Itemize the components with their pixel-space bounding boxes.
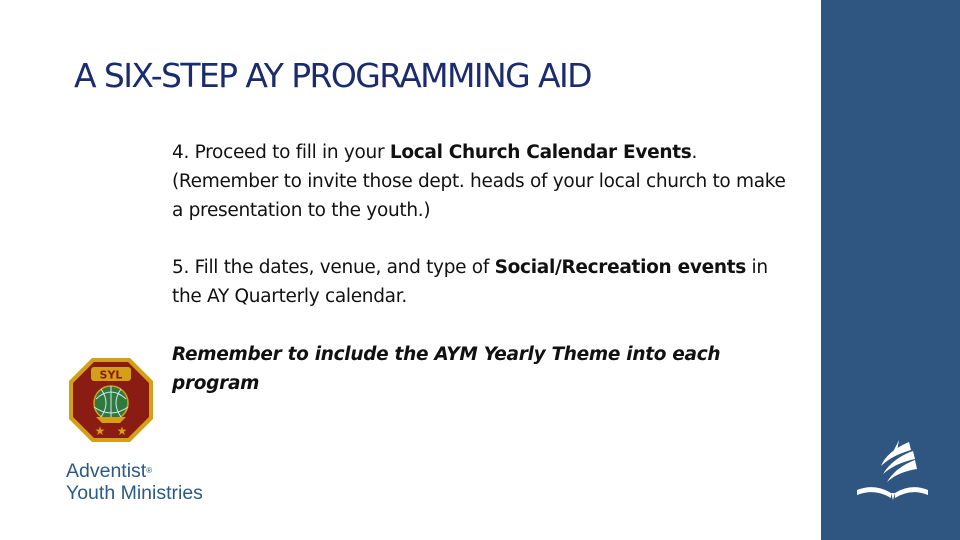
ay-logo-line-1 [66, 460, 152, 482]
step-4-prefix: 4. Proceed to fill in your [172, 142, 390, 163]
ay-logo-word: Adventist [66, 460, 147, 482]
svg-text:★: ★ [94, 424, 106, 438]
reminder-text: Remember to include the AYM Yearly Theme into each program [172, 344, 721, 394]
syl-logo-text: SYL [99, 368, 123, 382]
step-5-prefix: 5. Fill the dates, venue, and type of [172, 257, 495, 278]
step-5-bold: Social/Recreation events [494, 257, 746, 278]
slide-title: A SIX-STEP AY PROGRAMMING AID [74, 56, 591, 95]
step-4-bold: Local Church Calendar Events [389, 142, 692, 163]
step-4-suffix: . (Remember to invite those dept. heads of your local church to make a presentation to the youth.) [172, 142, 786, 221]
ay-logo-line-2: Youth Ministries [66, 482, 203, 504]
sda-church-logo-icon [855, 438, 930, 503]
svg-text:★: ★ [116, 424, 128, 438]
step-4-text [172, 138, 792, 225]
step-5-suffix: in the AY Quarterly calendar. [172, 257, 768, 307]
step-5-text [172, 253, 792, 311]
syl-logo [66, 355, 156, 445]
ay-trademark: ® [146, 466, 153, 475]
